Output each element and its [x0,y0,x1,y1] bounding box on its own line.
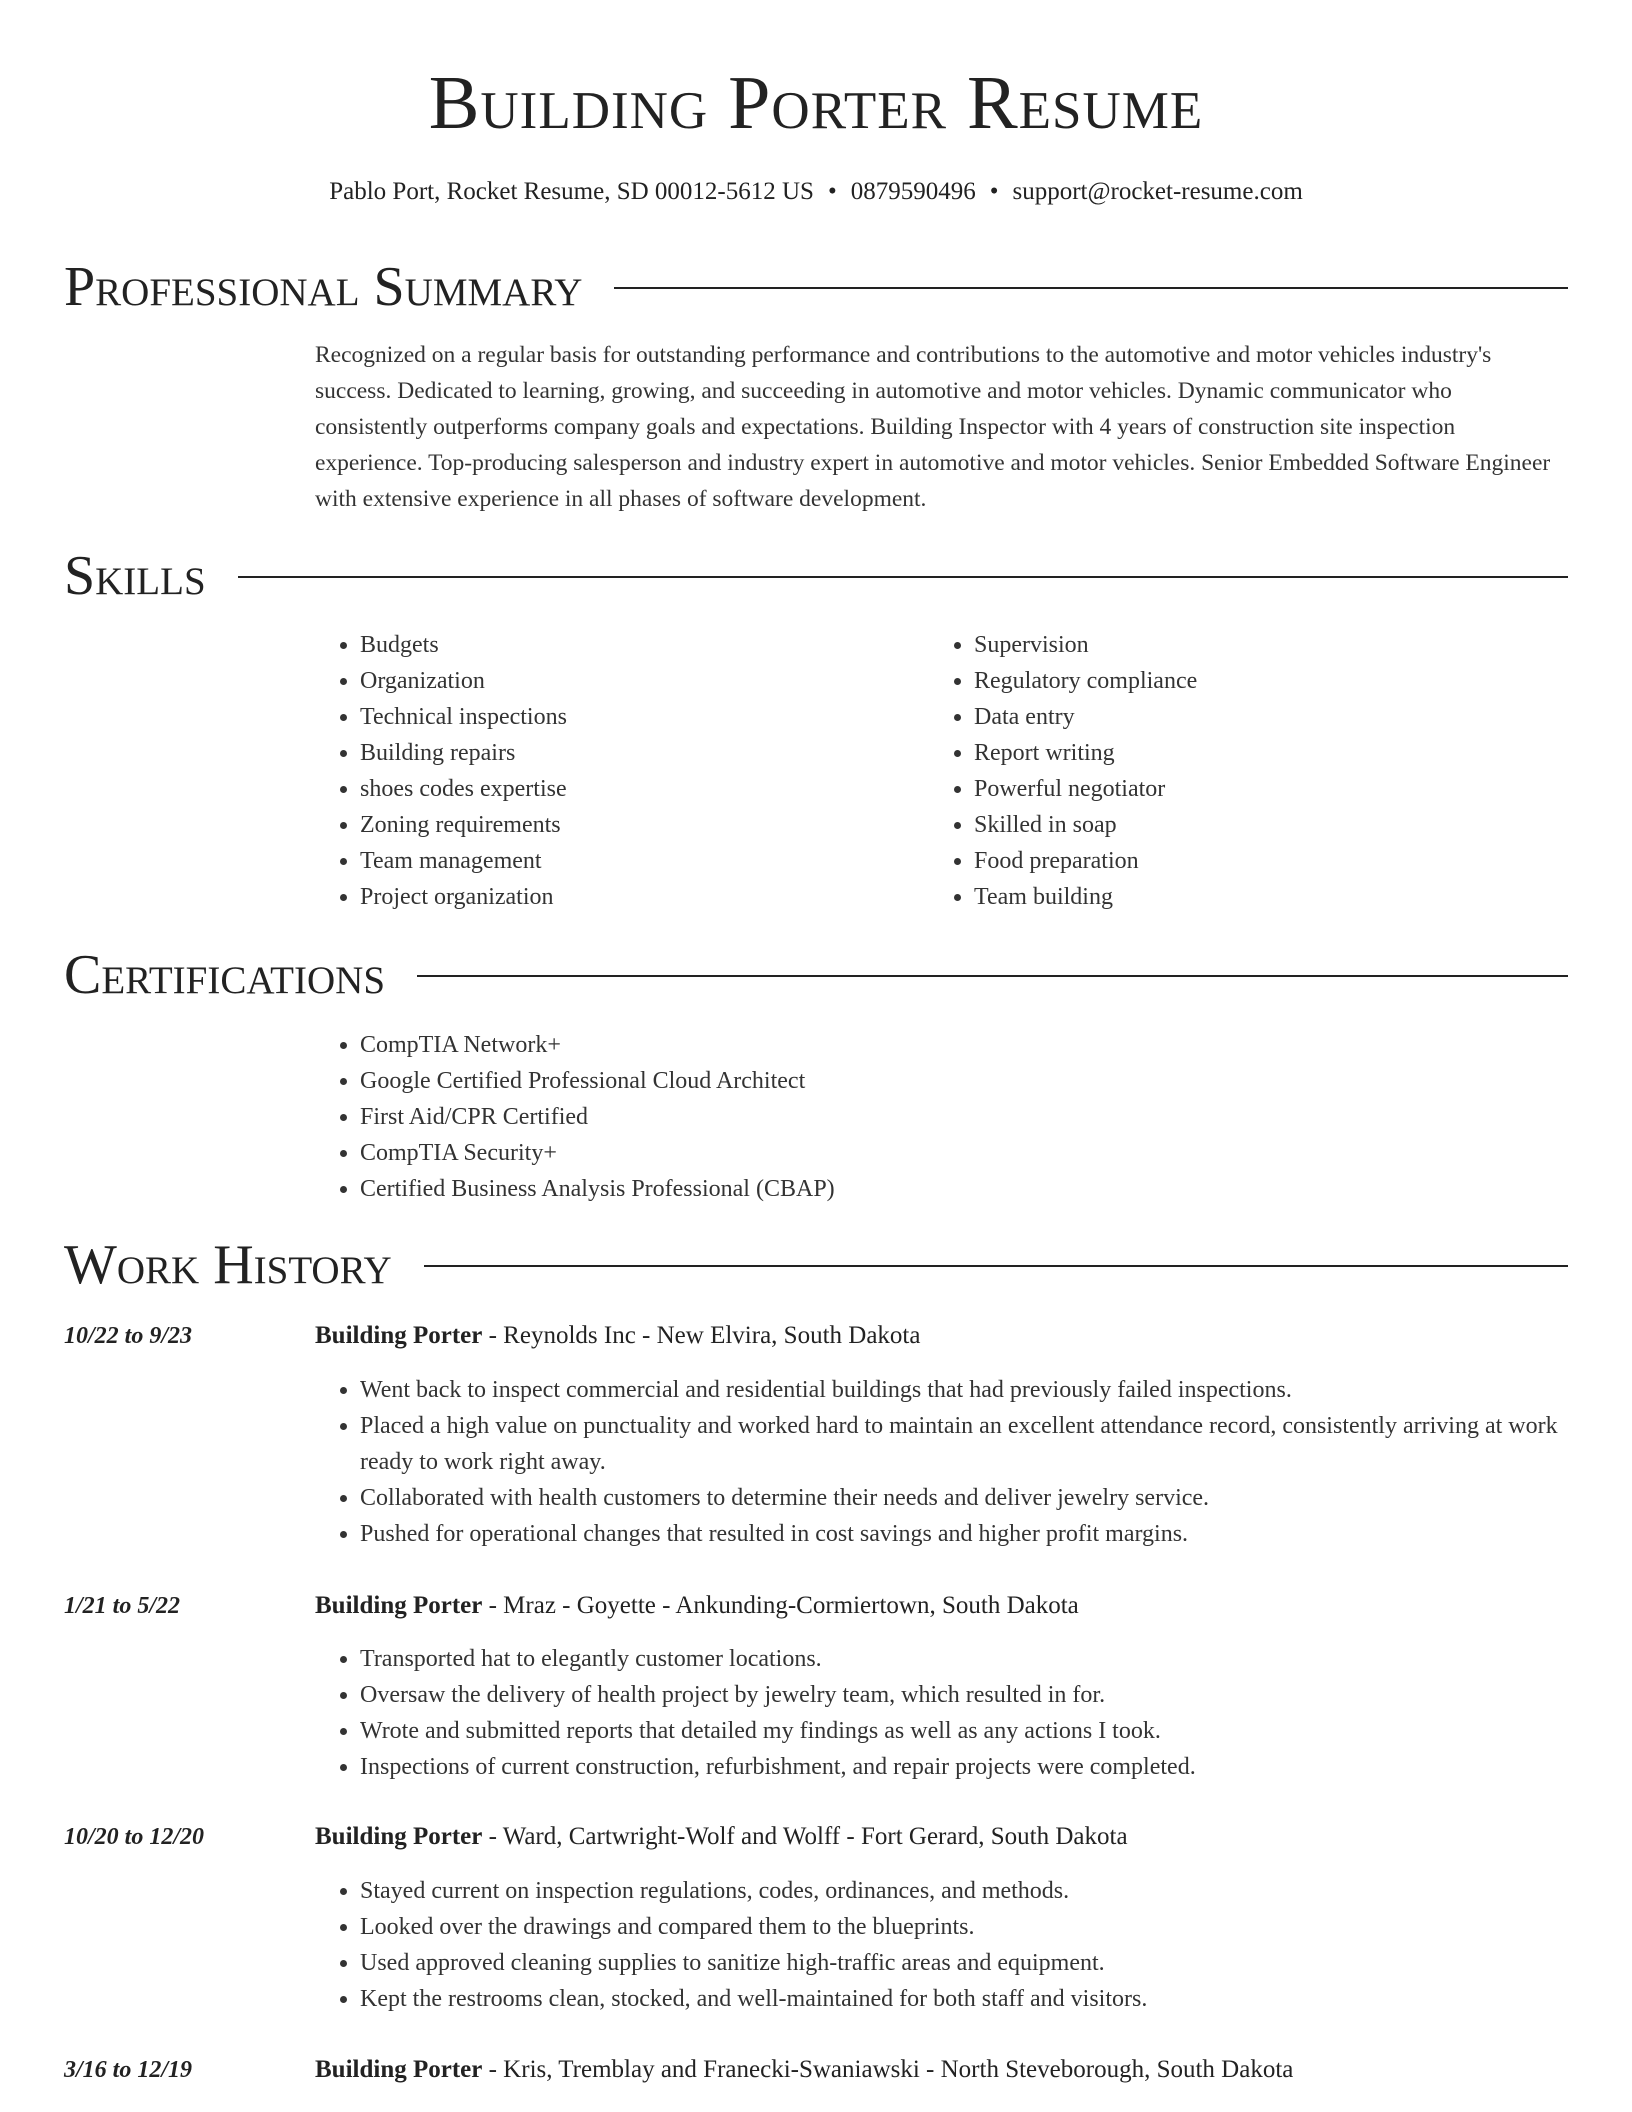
job-employer: - Ward, Cartwright-Wolf and Wolff - Fort Gerard, South Dakota [482,1823,1128,1850]
skill-item: • shoes codes expertise [360,771,915,807]
section-heading-certifications [64,942,1568,1008]
section-divider [614,287,1568,289]
contact-separator: • [827,178,837,205]
contact-separator: • [989,178,999,205]
certification-item: • First Aid/CPR Certified [360,1099,1315,1135]
job-employer: - Mraz - Goyette - Ankunding-Cormiertown, South Dakota [482,1592,1079,1619]
certification-item: • Google Certified Professional Cloud Architect [360,1063,1315,1099]
contact-phone: 0879590496 [850,178,976,205]
job-bullet: • Looked over the drawings and compared them to the blueprints. [360,1909,1568,1945]
job-employer: - Kris, Tremblay and Franecki-Swaniawski - North Steveborough, South Dakota [482,2056,1294,2083]
job-bullets [315,1641,1568,1785]
job-bullet: • Stayed current on inspection regulations, codes, ordinances, and methods. [360,1873,1568,1909]
skill-item: • Budgets [360,627,915,663]
job-title: Building Porter [315,1823,483,1850]
job-dates: 10/22 to 9/23 [64,1323,193,1349]
certification-item: • CompTIA Security+ [360,1135,1315,1171]
job-bullet: • Oversaw the delivery of health project by jewelry team, which resulted in for. [360,1677,1568,1713]
section-divider [424,1265,1568,1267]
resume-title: Building Porter Resume [428,61,1204,145]
skill-item: • Skilled in soap [974,807,1529,843]
skill-item: • Supervision [974,627,1529,663]
section-title: Work History [64,1234,392,1296]
skill-item: • Zoning requirements [360,807,915,843]
certification-item: • Certified Business Analysis Professional (CBAP) [360,1171,1315,1207]
skill-item: • Organization [360,663,915,699]
job-dates: 1/21 to 5/22 [64,1593,181,1619]
job-title: Building Porter [315,1592,483,1619]
skill-item: • Powerful negotiator [974,771,1529,807]
skill-item: • Report writing [974,735,1529,771]
job-heading [315,2052,1568,2088]
job-bullet: • Collaborated with health customers to determine their needs and deliver jewelry service. [360,1480,1568,1516]
skill-item: • Team building [974,879,1529,915]
job-bullet: • Went back to inspect commercial and residential buildings that had previously failed inspections. [360,1372,1568,1408]
job-bullets [315,1873,1568,2017]
section-title: Skills [64,545,206,607]
job-bullet: • Inspections of current construction, refurbishment, and repair projects were completed. [360,1749,1568,1785]
job-bullet: • Wrote and submitted reports that detailed my findings as well as any actions I took. [360,1713,1568,1749]
skill-item: • Team management [360,843,915,879]
section-heading-skills [64,543,1568,609]
job-employer: - Reynolds Inc - New Elvira, South Dakota [482,1322,921,1349]
skills-left-column [315,627,915,915]
job-bullet-list [315,1372,1568,1552]
certifications-block [315,1027,1315,1207]
job-heading [315,1819,1568,1855]
job-bullet-list [315,1873,1568,2017]
skill-item: • Food preparation [974,843,1529,879]
section-heading-work-history [64,1232,1568,1298]
summary-text: Recognized on a regular basis for outstanding performance and contributions to the automotive and motor vehicles industry's success. Dedicated to learning, growing, and succeeding in automotive and motor vehicles. Dynamic communicator who consistently outperforms company goals and expectations. Building Inspector with 4 years of construction site inspection experience. Top-producing salesperson and industry expert in automotive and motor vehicles. Senior Embedded Software Engineer with extensive experience in all phases of software development. [315,342,1551,512]
job-bullet-list [315,1641,1568,1785]
job-bullet: • Transported hat to elegantly customer locations. [360,1641,1568,1677]
job-bullets [315,1372,1568,1552]
section-heading-summary [64,254,1568,320]
job-dates: 10/20 to 12/20 [64,1824,205,1850]
skills-list-left [315,627,915,915]
skills-right-column [929,627,1529,915]
job-bullet: • Placed a high value on punctuality and worked hard to maintain an excellent attendance record, consistently arriving at work ready to work right away. [360,1408,1568,1480]
section-divider [417,975,1568,977]
skill-item: • Data entry [974,699,1529,735]
contact-address: Pablo Port, Rocket Resume, SD 00012-5612 US [329,178,814,205]
job-bullet: • Used approved cleaning supplies to sanitize high-traffic areas and equipment. [360,1945,1568,1981]
job-heading [315,1318,1568,1354]
certifications-list [315,1027,1315,1207]
section-title: Professional Summary [64,256,583,318]
skill-item: • Project organization [360,879,915,915]
contact-line [0,175,1632,209]
certification-item: • CompTIA Network+ [360,1027,1315,1063]
section-title: Certifications [64,944,386,1006]
job-title: Building Porter [315,1322,483,1349]
job-heading [315,1588,1568,1624]
job-bullet: • Pushed for operational changes that resulted in cost savings and higher profit margins. [360,1516,1568,1552]
job-bullet: • Kept the restrooms clean, stocked, and well-maintained for both staff and visitors. [360,1981,1568,2017]
job-dates: 3/16 to 12/19 [64,2057,193,2083]
skill-item: • Building repairs [360,735,915,771]
skill-item: • Technical inspections [360,699,915,735]
skills-list-right [929,627,1529,915]
job-title: Building Porter [315,2056,483,2083]
section-divider [238,576,1568,578]
skill-item: • Regulatory compliance [974,663,1529,699]
contact-email[interactable]: support@rocket-resume.com [1012,178,1303,205]
